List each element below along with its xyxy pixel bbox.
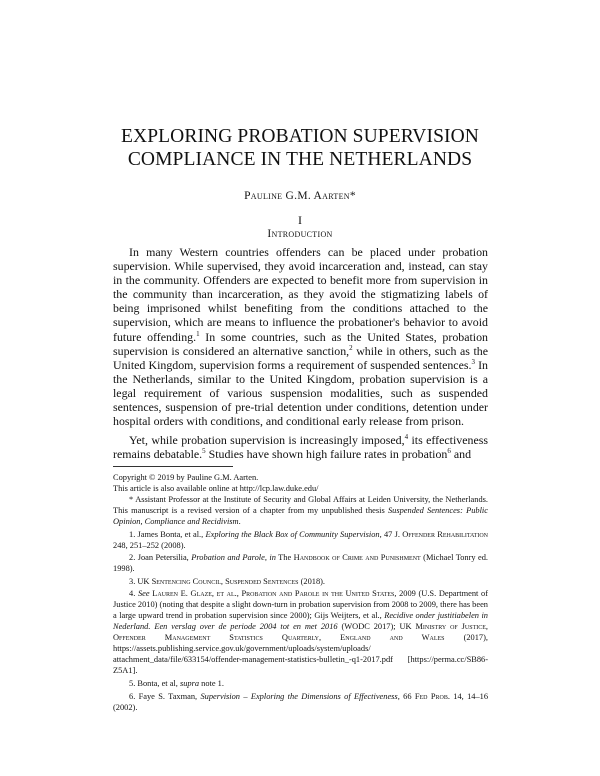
article-title: [0, 125, 600, 171]
footnote-ref-3[interactable]: 3: [471, 357, 475, 366]
section-number: I: [298, 213, 302, 227]
footnote-3: 3. UK Sentencing Council, Suspended Sentences (2018).: [129, 576, 326, 586]
footnote-ref-6[interactable]: 6: [447, 447, 451, 456]
footnote-ref-1[interactable]: 1: [196, 329, 200, 338]
footnotes: [113, 472, 488, 713]
body-paragraph-2: Yet, while probation supervision is increasingly imposed,$^4$ its effectiveness remains debatable.$^5$ Studies have shown high failure rates in probation$^6$ and: [113, 433, 488, 462]
footnote-ref-2[interactable]: 2: [349, 343, 353, 352]
availability-notice: This article is also available online at http://lcp.law.duke.edu/: [113, 484, 319, 493]
footnote-5: 5. Bonta, et al, supra note 1.: [129, 678, 224, 688]
footnote-divider: [113, 466, 233, 467]
author-footnote: * Assistant Professor at the Institute of Security and Global Affairs at Leiden University, the Netherlands. This manuscript is a revised version of a chapter from my unpublished thesis Suspended Sentences: Public Opinion, Compliance and Recidivism.: [113, 495, 488, 526]
footnote-4: 4. See Lauren E. Glaze, et al., Probation and Parole in the United States, 2009 (U.S. Department of Justice 2010) (noting that despite a slight down-turn in probation supervision from 2008 to 2009, there has been a large upward trend in probation supervision since 2000); Gijs Weijters, et al., Recidive onder justitiabelen in Nederland. Een verslag over de periode 2004 tot en met 2016 (WODC 2017); UK Ministry of Justice, Offender Management Statistics Quarterly, England and Wales (2017), https://assets.publishing.service.gov.uk/government/uploads/system/uploads/ attachment_data/file/633154/offender-management-statistics-bulletin_-q1-2017.pdf [https://perma.cc/SB86-Z5A1].: [113, 589, 488, 676]
footnote-ref-4[interactable]: 4: [404, 433, 409, 442]
body-paragraph-1: In many Western countries offenders can be placed under probation supervision. While supervised, they avoid incarceration and, instead, can stay in the community. Offenders are expected to benefit more from supervision in the community than incarceration, as they avoid the stigmatizing labels of being imprisoned whilst benefiting from the conditions attached to the supervision, which are means to influence the probationer's behavior to avoid future offending.$^1$ In some countries, such as the United States, probation supervision is considered an alternative sanction,$^2$ while in others, such as the United Kingdom, supervision forms a requirement of suspended sentences.$^3$ In the Netherlands, similar to the United Kingdom, probation supervision is a legal requirement of various suspension modalities, such as suspended sentences, suspension of pre-trial detention under conditions, detention under hospital orders with conditions, and conditional early release from prison.: [113, 245, 489, 429]
footnote-6: 6. Faye S. Taxman, Supervision – Exploring the Dimensions of Effectiveness, 66 Fed Prob. 14, 14–16 (2002).: [113, 691, 489, 712]
footnote-ref-5[interactable]: 5: [202, 447, 206, 456]
copyright-notice: Copyright © 2019 by Pauline G.M. Aarten.: [113, 473, 259, 482]
body-text: [113, 245, 488, 461]
footnote-1: 1. James Bonta, et al., Exploring the Black Box of Community Supervision, 47 J. Offender Rehabilitation 248, 251–252 (2008).: [113, 529, 489, 550]
section-title: Introduction: [267, 228, 333, 240]
title-line-1: EXPLORING PROBATION SUPERVISION: [121, 126, 479, 147]
author-name: Pauline G.M. Aarten*: [244, 190, 356, 202]
title-line-2: COMPLIANCE IN THE NETHERLANDS: [127, 149, 473, 170]
footnote-2: 2. Joan Petersilia, Probation and Parole, in The Handbook of Crime and Punishment (Michael Tonry ed. 1998).: [113, 553, 489, 574]
